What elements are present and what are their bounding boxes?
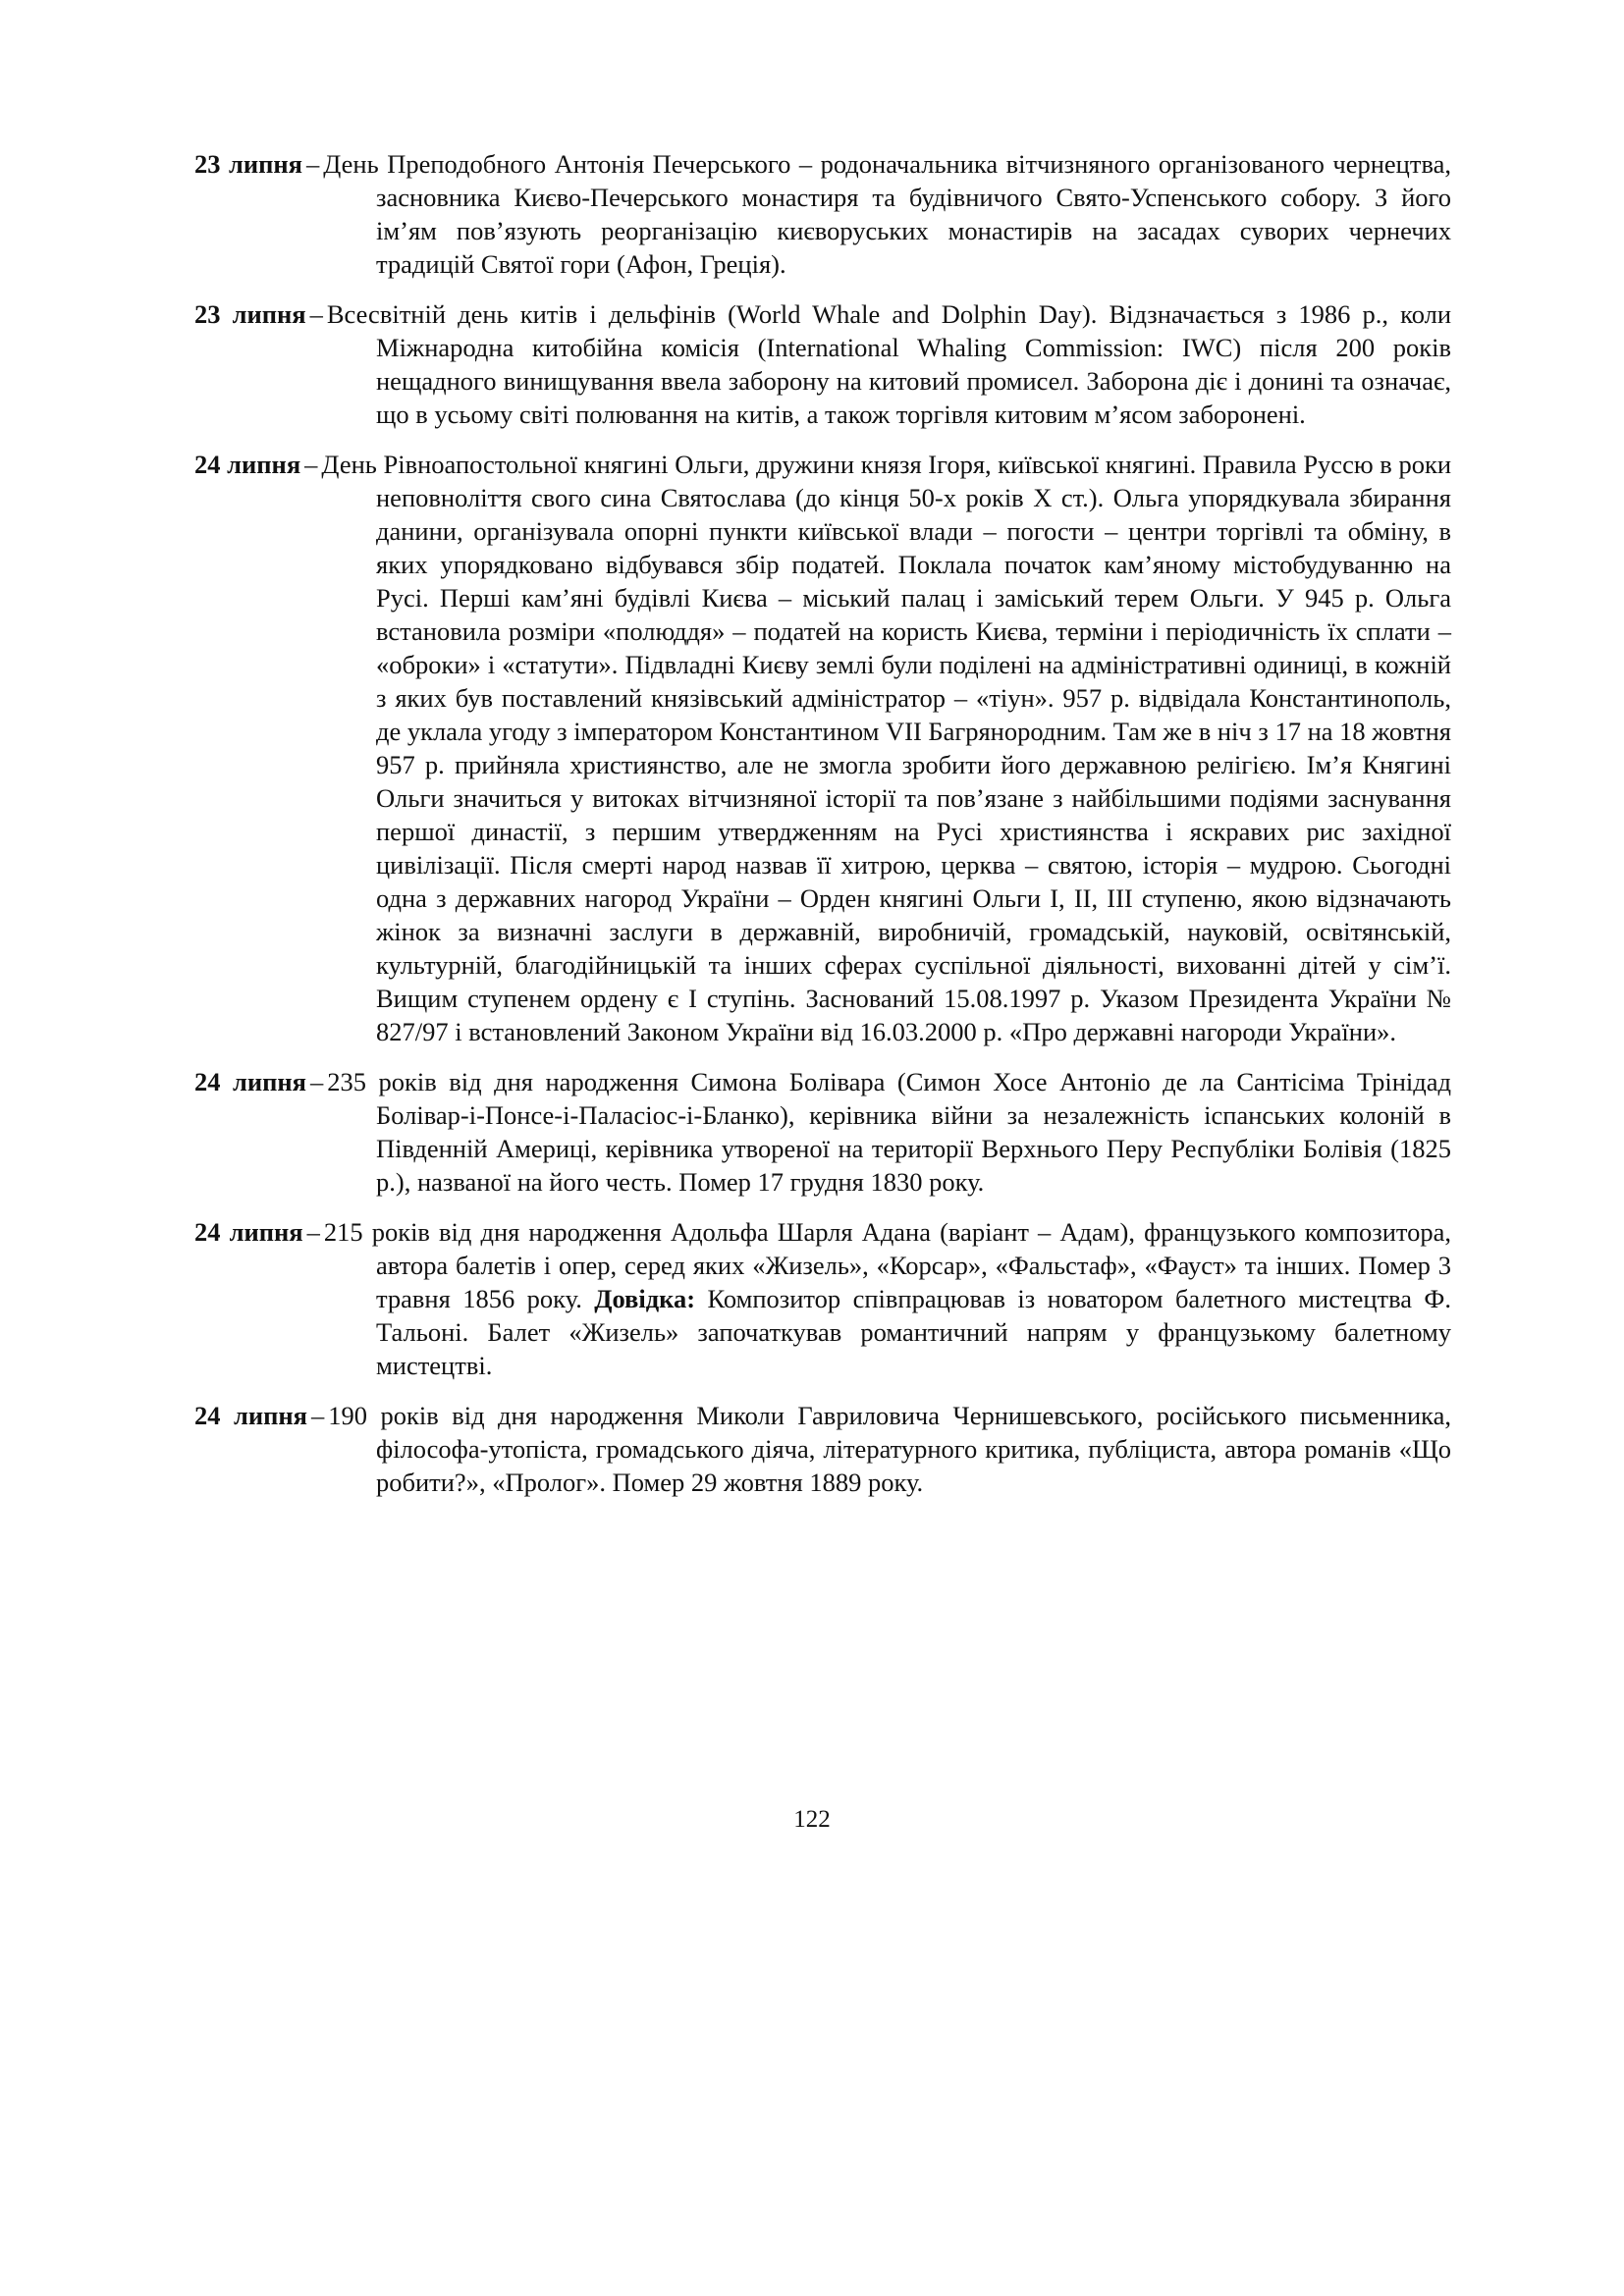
entry-text: 215 років від дня народження Адольфа Шарля Адана (варіант – Адам), французького композитора, автора балетів і опер, серед яких «Жизель», «Корсар», «Фальстаф», «Фауст» та інших. Помер 3 травня 1856 року.: [323, 1217, 1451, 1313]
entry-dash: –: [306, 1217, 320, 1247]
entry-date: 24 липня: [194, 1401, 307, 1430]
calendar-entry: [194, 1065, 1451, 1199]
page-number: 122: [793, 1806, 831, 1833]
entry-text: Всесвітній день китів і дельфінів (World Whale and Dolphin Day). Відзначається з 1986 р., коли Міжнародна китобійна комісія (International Whaling Commission: IWC) після 200 років нещадного винищування ввела заборону на китовий промисел. Заборона діє і донині та означає, що в усьому світі полювання на китів, а також торгівля китовим м’ясом заборонені.: [326, 299, 1451, 429]
entry-text: День Преподобного Антонія Печерського – родоначальника вітчизняного організованого чернецтва, засновника Києво-Печерського монастиря та будівничого Свято-Успенського собору. З його ім’ям пов’язують реорганізацію києворуських монастирів на засадах суворих чернечих традицій Святої гори (Афон, Греція).: [323, 149, 1451, 279]
calendar-entry: [194, 297, 1451, 431]
entry-date: 24 липня: [194, 1217, 303, 1247]
note-text: Композитор співпрацював із новатором балетного мистецтва Ф. Тальоні. Балет «Жизель» започаткував романтичний напрям у французькому балетному мистецтві.: [376, 1284, 1451, 1380]
entry-date: 23 липня: [194, 149, 303, 179]
entry-dash: –: [310, 1067, 324, 1096]
entry-dash: –: [311, 1401, 325, 1430]
entry-date: 24 липня: [194, 450, 301, 479]
document-page: [194, 147, 1451, 1516]
entry-text: 190 років від дня народження Миколи Гавриловича Чернишевського, російського письменника, філософа-утопіста, громадського діяча, літературного критика, публіциста, автора романів «Що робити?», «Пролог». Помер 29 жовтня 1889 року.: [328, 1401, 1451, 1497]
calendar-entry: [194, 1215, 1451, 1382]
entry-text: 235 років від дня народження Симона Болівара (Симон Хосе Антоніо де ла Сантісіма Трінідад Болівар-і-Понсе-і-Паласіос-і-Бланко), керівника війни за незалежність іспанських колоній в Південній Америці, керівника утвореної на території Верхнього Перу Республіки Болівія (1825 р.), названої на його честь. Помер 17 грудня 1830 року.: [327, 1067, 1451, 1197]
calendar-entry: [194, 147, 1451, 281]
note-label: Довідка:: [594, 1284, 696, 1313]
entry-date: 24 липня: [194, 1067, 307, 1096]
entry-dash: –: [306, 149, 320, 179]
entry-dash: –: [309, 299, 323, 329]
calendar-entry: [194, 448, 1451, 1048]
entry-text: День Рівноапостольної княгині Ольги, дружини князя Ігоря, київської княгині. Правила Руссю в роки неповноліття свого сина Святослава (до кінця 50-х років X ст.). Ольга упорядкувала збирання данини, організувала опорні пункти київської влади – погости – центри торгівлі та обміну, в яких упорядковано відбувався збір податей. Поклала початок кам’яному містобудуванню на Русі. Перші кам’яні будівлі Києва – міський палац і заміський терем Ольги. У 945 р. Ольга встановила розміри «полюддя» – податей на користь Києва, терміни і періодичність їх сплати – «оброки» і «статути». Підвладні Києву землі були поділені на адміністративні одиниці, в кожній з яких був поставлений князівський адміністратор – «тіун». 957 р. відвідала Константинополь, де уклала угоду з імператором Константином VII Багрянородним. Там же в ніч з 17 на 18 жовтня 957 р. прийняла християнство, але не змогла зробити його державною релігією. Ім’я Княгині Ольги значиться у витоках вітчизняної історії та пов’язане з найбільшими подіями заснування першої династії, з першим утвердженням на Русі християнства і яскравих рис західної цивілізації. Після смерті народ назвав її хитрою, церква – святою, історія – мудрою. Сьогодні одна з державних нагород України – Орден княгині Ольги I, II, III ступеню, якою відзначають жінок за визначні заслуги в державній, виробничій, громадській, науковій, освітянській, культурній, благодійницькій та інших сферах суспільної діяльності, вихованні дітей у сім’ї. Вищим ступенем ордену є I ступінь. Заснований 15.08.1997 р. Указом Президента України № 827/97 і встановлений Законом України від 16.03.2000 р. «Про державні нагороди України».: [321, 450, 1452, 1046]
entry-date: 23 липня: [194, 299, 306, 329]
entry-dash: –: [304, 450, 318, 479]
calendar-entry: [194, 1399, 1451, 1499]
